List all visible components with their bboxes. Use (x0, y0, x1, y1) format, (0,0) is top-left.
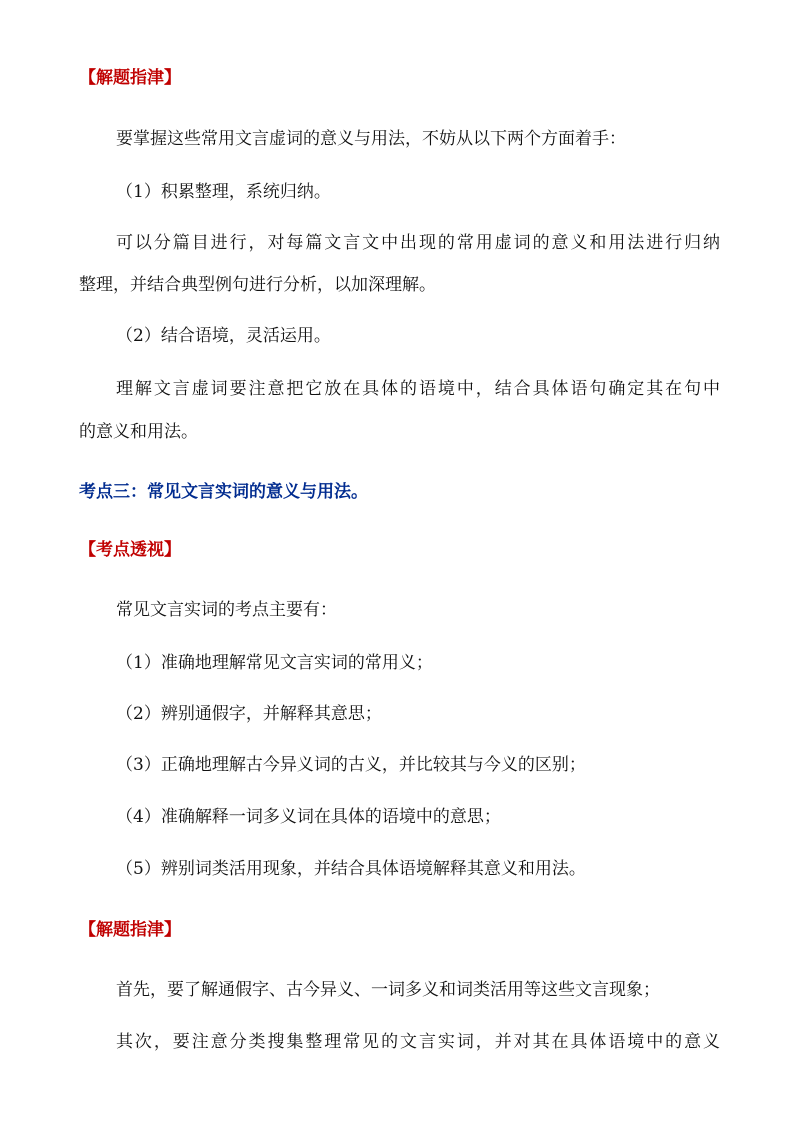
point-1: （1）积累整理，系统归纳。 (116, 182, 331, 202)
section-heading-jieti-zhijin: 【解题指津】 (79, 68, 181, 88)
list-item-2: （2）辨别通假字，并解释其意思； (116, 704, 382, 724)
paragraph-1-line-1: 可以分篇目进行，对每篇文言文中出现的常用虚词的意义和用法进行归纳 (116, 233, 720, 253)
paragraph-1-line-2: 整理，并结合典型例句进行分析，以加深理解。 (79, 275, 436, 295)
list-item-5: （5）辨别词类活用现象，并结合具体语境解释其意义和用法。 (116, 859, 586, 879)
paragraph-intro: 要掌握这些常用文言虚词的意义与用法，不妨从以下两个方面着手： (116, 129, 626, 149)
paragraph-c-line-1: 首先，要了解通假字、古今异义、一词多义和词类活用等这些文言现象； (116, 980, 660, 1000)
section-heading-jieti-zhijin-2: 【解题指津】 (79, 920, 181, 940)
kaodian-3-title: 考点三：常见文言实词的意义与用法。 (79, 482, 368, 502)
paragraph-c-line-2: 其次，要注意分类搜集整理常见的文言实词，并对其在具体语境中的意义 (116, 1032, 720, 1052)
paragraph-2-line-1: 理解文言虚词要注意把它放在具体的语境中，结合具体语句确定其在句中 (116, 379, 720, 399)
paragraph-2-line-2: 的意义和用法。 (79, 422, 198, 442)
list-item-4: （4）准确解释一词多义词在具体的语境中的意思； (116, 807, 501, 827)
list-item-3: （3）正确地理解古今异义词的古义，并比较其与今义的区别； (116, 755, 586, 775)
point-2: （2）结合语境，灵活运用。 (116, 326, 331, 346)
paragraph-kaodian-intro: 常见文言实词的考点主要有： (116, 600, 337, 620)
list-item-1: （1）准确地理解常见文言实词的常用义； (116, 653, 433, 673)
section-heading-kaodian-toushi: 【考点透视】 (79, 540, 181, 560)
